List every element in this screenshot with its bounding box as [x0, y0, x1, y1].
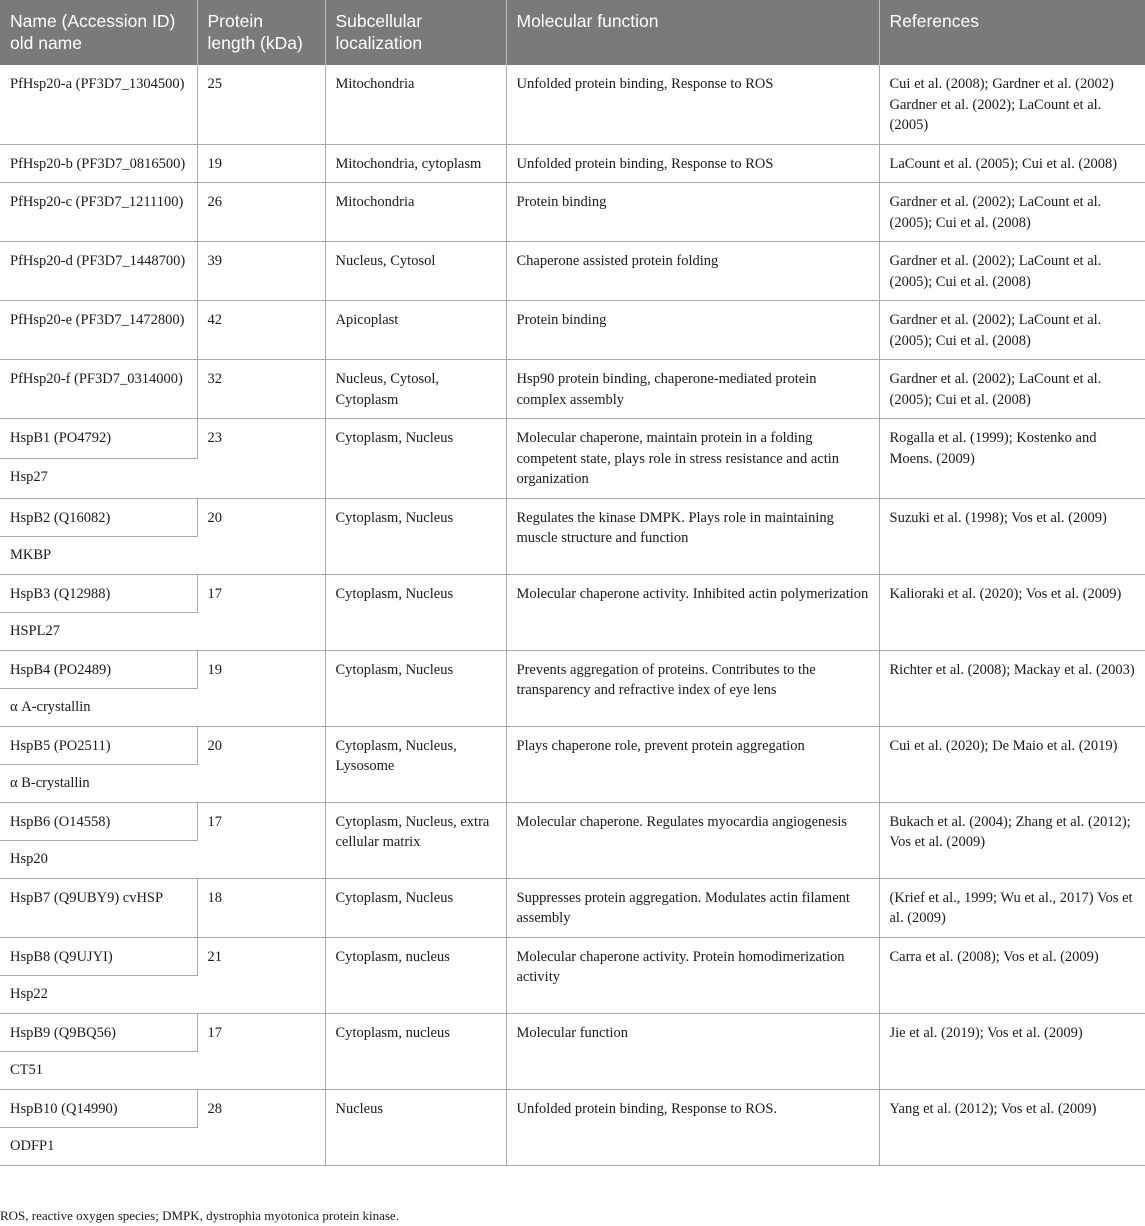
header-name: Name (Accession ID) old name [0, 0, 197, 65]
cell-old-name: CT51 [0, 1052, 197, 1090]
table-row [0, 650, 1145, 689]
cell-localization: Cytoplasm, Nucleus [325, 878, 506, 937]
cell-localization: Nucleus, Cytosol, Cytoplasm [325, 360, 506, 419]
cell-function: Molecular chaperone, maintain protein in a folding competent state, plays role in stress resistance and actin organization [506, 419, 879, 499]
cell-localization: Cytoplasm, Nucleus, extra cellular matrix [325, 802, 506, 878]
table-row [0, 498, 1145, 537]
cell-length: 17 [197, 802, 325, 878]
cell-references: Gardner et al. (2002); LaCount et al. (2005); Cui et al. (2008) [879, 183, 1145, 242]
cell-function: Molecular chaperone activity. Inhibited actin polymerization [506, 574, 879, 650]
header-row [0, 0, 1145, 65]
cell-old-name: ODFP1 [0, 1128, 197, 1166]
table-row [0, 937, 1145, 976]
cell-references: Kalioraki et al. (2020); Vos et al. (2009) [879, 574, 1145, 650]
cell-length: 20 [197, 726, 325, 802]
cell-references: (Krief et al., 1999; Wu et al., 2017) Vos et al. (2009) [879, 878, 1145, 937]
cell-name: HspB3 (Q12988) [0, 574, 197, 613]
cell-references: Rogalla et al. (1999); Kostenko and Moens. (2009) [879, 419, 1145, 499]
cell-localization: Apicoplast [325, 301, 506, 360]
cell-localization: Mitochondria [325, 65, 506, 144]
table-row [0, 726, 1145, 765]
cell-function: Molecular function [506, 1013, 879, 1089]
cell-length: 25 [197, 65, 325, 144]
cell-name: HspB6 (O14558) [0, 802, 197, 841]
cell-function: Molecular chaperone activity. Protein homodimerization activity [506, 937, 879, 1013]
table-row [0, 360, 1145, 419]
cell-references: LaCount et al. (2005); Cui et al. (2008) [879, 144, 1145, 183]
cell-references: Carra et al. (2008); Vos et al. (2009) [879, 937, 1145, 1013]
cell-length: 19 [197, 650, 325, 726]
cell-old-name: α A-crystallin [0, 689, 197, 727]
cell-function: Regulates the kinase DMPK. Plays role in maintaining muscle structure and function [506, 498, 879, 574]
cell-length: 32 [197, 360, 325, 419]
cell-function: Hsp90 protein binding, chaperone-mediated protein complex assembly [506, 360, 879, 419]
table-row [0, 802, 1145, 841]
cell-function: Protein binding [506, 183, 879, 242]
cell-name: HspB7 (Q9UBY9) cvHSP [0, 878, 197, 937]
cell-old-name: HSPL27 [0, 613, 197, 651]
cell-localization: Nucleus, Cytosol [325, 242, 506, 301]
cell-function: Unfolded protein binding, Response to ROS [506, 65, 879, 144]
cell-name: HspB8 (Q9UJYI) [0, 937, 197, 976]
table-row [0, 242, 1145, 301]
cell-function: Protein binding [506, 301, 879, 360]
cell-name: HspB4 (PO2489) [0, 650, 197, 689]
cell-references: Suzuki et al. (1998); Vos et al. (2009) [879, 498, 1145, 574]
cell-function: Prevents aggregation of proteins. Contributes to the transparency and refractive index of eye lens [506, 650, 879, 726]
header-localization: Subcellular localization [325, 0, 506, 65]
cell-localization: Mitochondria, cytoplasm [325, 144, 506, 183]
table-row [0, 878, 1145, 937]
cell-localization: Cytoplasm, nucleus [325, 1013, 506, 1089]
cell-function: Unfolded protein binding, Response to ROS. [506, 1089, 879, 1165]
cell-length: 26 [197, 183, 325, 242]
table-row [0, 144, 1145, 183]
cell-localization: Nucleus [325, 1089, 506, 1165]
cell-length: 18 [197, 878, 325, 937]
cell-name: HspB10 (Q14990) [0, 1089, 197, 1128]
cell-length: 17 [197, 1013, 325, 1089]
cell-function: Molecular chaperone. Regulates myocardia angiogenesis [506, 802, 879, 878]
cell-length: 21 [197, 937, 325, 1013]
cell-localization: Mitochondria [325, 183, 506, 242]
header-length: Protein length (kDa) [197, 0, 325, 65]
cell-function: Unfolded protein binding, Response to ROS [506, 144, 879, 183]
cell-references: Richter et al. (2008); Mackay et al. (2003) [879, 650, 1145, 726]
cell-references: Cui et al. (2008); Gardner et al. (2002) Gardner et al. (2002); LaCount et al. (2005) [879, 65, 1145, 144]
cell-name: HspB5 (PO2511) [0, 726, 197, 765]
cell-references: Jie et al. (2019); Vos et al. (2009) [879, 1013, 1145, 1089]
cell-name: PfHsp20-d (PF3D7_1448700) [0, 242, 197, 301]
cell-length: 17 [197, 574, 325, 650]
cell-name: PfHsp20-c (PF3D7_1211100) [0, 183, 197, 242]
cell-references: Bukach et al. (2004); Zhang et al. (2012); Vos et al. (2009) [879, 802, 1145, 878]
cell-name: PfHsp20-e (PF3D7_1472800) [0, 301, 197, 360]
cell-length: 39 [197, 242, 325, 301]
cell-length: 42 [197, 301, 325, 360]
cell-name: PfHsp20-f (PF3D7_0314000) [0, 360, 197, 419]
cell-name: PfHsp20-a (PF3D7_1304500) [0, 65, 197, 144]
table-footnote: ROS, reactive oxygen species; DMPK, dystrophia myotonica protein kinase. [0, 1208, 399, 1223]
cell-old-name: α B-crystallin [0, 765, 197, 803]
cell-old-name: Hsp22 [0, 976, 197, 1014]
cell-references: Gardner et al. (2002); LaCount et al. (2005); Cui et al. (2008) [879, 301, 1145, 360]
table-row [0, 1013, 1145, 1052]
cell-localization: Cytoplasm, nucleus [325, 937, 506, 1013]
cell-references: Cui et al. (2020); De Maio et al. (2019) [879, 726, 1145, 802]
cell-references: Gardner et al. (2002); LaCount et al. (2005); Cui et al. (2008) [879, 360, 1145, 419]
cell-old-name: Hsp27 [0, 459, 197, 498]
cell-name: HspB1 (PO4792) [0, 419, 197, 459]
cell-function: Suppresses protein aggregation. Modulates actin filament assembly [506, 878, 879, 937]
header-references: References [879, 0, 1145, 65]
table-row [0, 419, 1145, 459]
header-function: Molecular function [506, 0, 879, 65]
cell-function: Plays chaperone role, prevent protein aggregation [506, 726, 879, 802]
cell-old-name: MKBP [0, 537, 197, 575]
table-row [0, 65, 1145, 144]
cell-localization: Cytoplasm, Nucleus [325, 419, 506, 499]
cell-length: 28 [197, 1089, 325, 1165]
table-row [0, 1089, 1145, 1128]
table-body [0, 65, 1145, 1165]
cell-length: 23 [197, 419, 325, 499]
table-row [0, 183, 1145, 242]
table-row [0, 574, 1145, 613]
cell-references: Yang et al. (2012); Vos et al. (2009) [879, 1089, 1145, 1165]
cell-function: Chaperone assisted protein folding [506, 242, 879, 301]
cell-name: PfHsp20-b (PF3D7_0816500) [0, 144, 197, 183]
cell-references: Gardner et al. (2002); LaCount et al. (2005); Cui et al. (2008) [879, 242, 1145, 301]
cell-old-name: Hsp20 [0, 841, 197, 879]
cell-localization: Cytoplasm, Nucleus [325, 498, 506, 574]
cell-name: HspB2 (Q16082) [0, 498, 197, 537]
cell-localization: Cytoplasm, Nucleus [325, 650, 506, 726]
cell-localization: Cytoplasm, Nucleus, Lysosome [325, 726, 506, 802]
cell-length: 20 [197, 498, 325, 574]
table-row [0, 301, 1145, 360]
cell-length: 19 [197, 144, 325, 183]
cell-localization: Cytoplasm, Nucleus [325, 574, 506, 650]
cell-name: HspB9 (Q9BQ56) [0, 1013, 197, 1052]
